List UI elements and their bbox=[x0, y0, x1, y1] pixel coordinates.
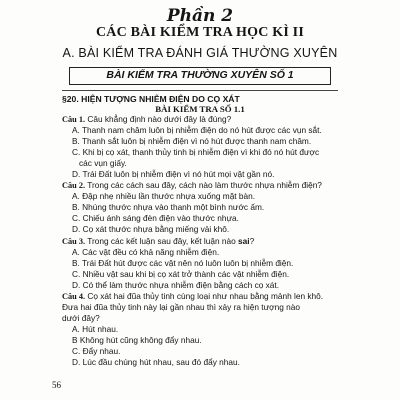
part-label: Phần 2 bbox=[166, 6, 234, 26]
answer-option bbox=[62, 224, 338, 235]
answer-option bbox=[62, 269, 338, 280]
answer-option bbox=[62, 346, 338, 357]
option-text: C. Đẩy nhau. bbox=[72, 345, 121, 356]
question-text-line3: dưới đây? bbox=[62, 312, 100, 323]
question-number: Câu 2. bbox=[62, 181, 86, 191]
question-number: Câu 4. bbox=[62, 291, 86, 301]
answer-option bbox=[62, 125, 338, 136]
answer-option bbox=[62, 213, 338, 224]
question-text-line2: Đưa hai đũa thủy tinh này lại gần nhau thì xảy ra hiện tượng nào bbox=[62, 301, 300, 312]
sub-test-title: BÀI KIỂM TRA SỐ 1.1 bbox=[155, 104, 245, 114]
answer-option bbox=[62, 147, 338, 169]
question-number: Câu 1. bbox=[62, 115, 86, 124]
answer-option bbox=[62, 191, 338, 202]
option-text: B. Thanh sắt luôn bị nhiễm điện vì nó hút được thanh nam châm. bbox=[72, 136, 312, 147]
answer-option bbox=[62, 335, 338, 346]
questions-body bbox=[62, 114, 338, 368]
option-text: C. Chiếu ánh sáng đèn điện vào thước nhựa. bbox=[72, 213, 239, 224]
question-keyword: sai bbox=[238, 235, 250, 246]
question-text: Trong các kết luận sau đây, kết luận nào bbox=[85, 235, 239, 246]
option-text: A. Các vật đều có khả năng nhiễm điện. bbox=[72, 246, 220, 257]
chapter-title: CÁC BÀI KIỂM TRA HỌC KÌ II bbox=[96, 25, 304, 40]
section-heading: A. BÀI KIỂM TRA ĐÁNH GIÁ THƯỜNG XUYÊN bbox=[62, 46, 338, 60]
option-text-continued: các vụn giấy. bbox=[79, 158, 127, 169]
answer-option bbox=[62, 357, 338, 368]
question-text: Cọ xát hai đũa thủy tinh cùng loại như nhau bằng mảnh len khô. bbox=[85, 290, 324, 301]
option-text: C. Khi bị cọ xát, thanh thủy tinh bị nhiễm điện vì khi đó nó hút được bbox=[72, 147, 320, 158]
option-text: D. Có thể làm thước nhựa nhiễm điện bằng cách cọ xát. bbox=[72, 279, 280, 290]
answer-option bbox=[62, 247, 338, 258]
answer-option bbox=[62, 169, 338, 180]
option-text: D. Lúc đầu chúng hút nhau, sau đó đẩy nhau. bbox=[72, 357, 240, 368]
option-text: A. Đập nhẹ nhiều lần thước nhựa xuống mặt bàn. bbox=[72, 191, 256, 202]
question-text-end: ? bbox=[249, 235, 255, 246]
test-title-box: BÀI KIỂM TRA THƯỜNG XUYÊN SỐ 1 bbox=[69, 67, 331, 85]
question bbox=[62, 291, 338, 324]
option-text: B. Trái Đất hút được các vật nên nó luôn luôn bị nhiễm điện. bbox=[72, 257, 294, 268]
answer-option bbox=[62, 280, 338, 291]
page-number: 56 bbox=[52, 380, 61, 390]
option-text: A. Hút nhau. bbox=[72, 323, 119, 334]
question-text: Trong các cách sau đây, cách nào làm thước nhựa nhiễm điện? bbox=[85, 180, 322, 191]
option-text: A. Thanh nam châm luôn bị nhiễm điện do nó hút được các vụn sắt. bbox=[72, 125, 322, 136]
option-text: D. Cọ xát thước nhựa bằng miếng vải khô. bbox=[72, 224, 230, 235]
answer-option bbox=[62, 202, 338, 213]
question bbox=[62, 180, 338, 191]
answer-option bbox=[62, 324, 338, 335]
question-text: Câu khẳng định nào dưới đây là đúng? bbox=[85, 114, 232, 124]
option-text: B Không hút cũng không đẩy nhau. bbox=[72, 334, 202, 345]
question bbox=[62, 114, 338, 125]
lesson-title: §20. HIỆN TƯỢNG NHIỄM ĐIỆN DO CỌ XÁT bbox=[62, 94, 240, 104]
question bbox=[62, 236, 338, 247]
answer-option bbox=[62, 258, 338, 269]
divider bbox=[62, 90, 338, 91]
option-text: B. Nhúng thước nhựa vào thanh một bình nước ấm. bbox=[72, 202, 265, 213]
answer-option bbox=[62, 136, 338, 147]
option-text: C. Nhiều vật sau khi bị cọ xát trở thành các vật nhiễm điện. bbox=[72, 268, 290, 279]
question-number: Câu 3. bbox=[62, 236, 86, 246]
option-text: D. Trái Đất luôn bị nhiễm điện vì nó hút mọi vật gần nó. bbox=[72, 169, 275, 180]
